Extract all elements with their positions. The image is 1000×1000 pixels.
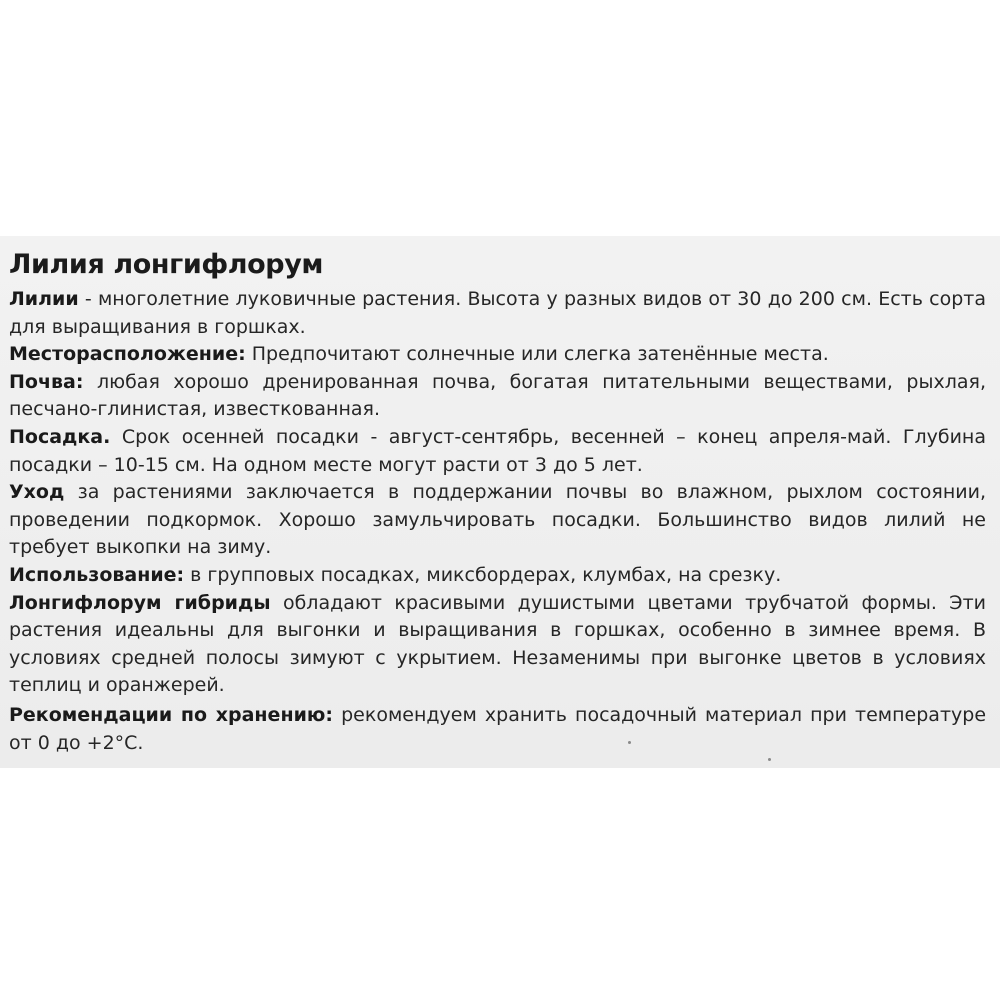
section-term: Рекомендации по хранению: — [9, 703, 333, 726]
section-planting — [9, 424, 986, 479]
section-term: Месторасположение: — [9, 343, 246, 366]
section-text: за растениями заключается в поддержании почвы во влажном, рыхлом состоянии, проведении подкормок. Хорошо замульчировать посадки. Большинство видов лилий не требует выкопки на зиму. — [9, 481, 986, 559]
product-label — [0, 236, 1000, 768]
section-location — [9, 341, 986, 369]
section-term: Лонгифлорум гибриды — [9, 591, 271, 614]
section-term: Почва: — [9, 370, 84, 393]
print-speck — [628, 741, 631, 744]
section-soil — [9, 369, 986, 424]
section-text: любая хорошо дренированная почва, богатая питательными веществами, рыхлая, песчано-глинистая, известкованная. — [9, 370, 986, 421]
section-care — [9, 479, 986, 562]
section-text: Предпочитают солнечные или слегка затенённые места. — [245, 343, 829, 366]
section-text: Срок осенней посадки - август-сентябрь, весенней – конец апреля-май. Глубина посадки – 10-15 см. На одном месте могут расти от 3 до 5 лет. — [9, 425, 986, 476]
print-speck — [768, 758, 771, 761]
product-title: Лилия лонгифлорум — [9, 249, 324, 280]
section-storage — [9, 702, 986, 757]
section-term: Посадка. — [9, 425, 111, 448]
section-term: Лилии — [9, 288, 79, 310]
section-term: Использование: — [9, 563, 185, 586]
section-term: Уход — [9, 481, 65, 504]
section-usage — [9, 562, 986, 590]
section-lilies — [9, 286, 986, 341]
section-text: обладают красивыми душистыми цветами трубчатой формы. Эти растения идеальны для выгонки и выращивания в горшках, особенно в зимнее время. В условиях средней полосы зимуют с укрытием. Незаменимы при выгонке цветов в условиях теплиц и оранжерей. — [9, 591, 986, 697]
section-text: в групповых посадках, миксбордерах, клумбах, на срезку. — [184, 563, 782, 586]
section-hybrids — [9, 590, 986, 700]
section-text: рекомендуем хранить посадочный материал при температуре от 0 до +2°C. — [9, 703, 987, 754]
section-text: - многолетние луковичные растения. Высота у разных видов от 30 до 200 см. Есть сорта для выращивания в горшках. — [9, 288, 986, 338]
